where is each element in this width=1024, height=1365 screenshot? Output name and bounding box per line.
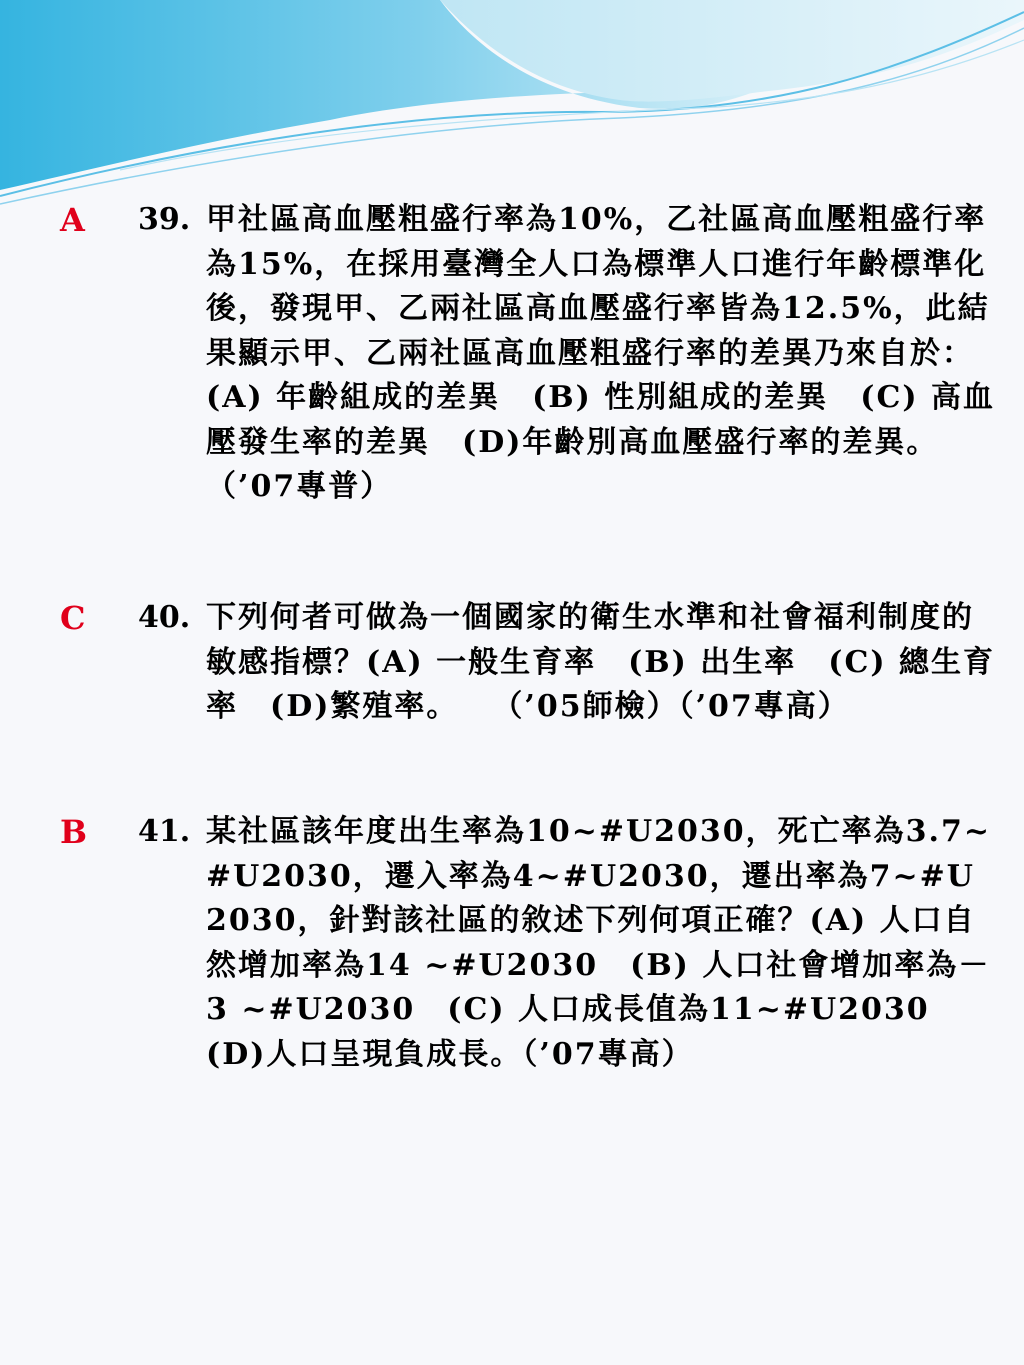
header-wave-decoration bbox=[0, 0, 1024, 210]
answer-label: A bbox=[60, 201, 85, 239]
question-text: 某社區該年度出生率為10~#U2030，死亡率為3.7~#U2030，遷入率為4~#U2030，遷出率為7~#U2030，針對該社區的敘述下列何項正確？(A) 人口自然增加率為14 ~#U2030 (B) 人口社會增加率為－3 ~#U2030 (C) 人口成長值為11~#U2030 (D)人口呈現負成長。（’07專高） bbox=[206, 814, 992, 1072]
answer-label: B bbox=[60, 813, 88, 851]
question-number: 40. bbox=[138, 600, 191, 635]
question-text: 甲社區高血壓粗盛行率為10%，乙社區高血壓粗盛行率為15%，在採用臺灣全人口為標準人口進行年齡標準化後，發現甲、乙兩社區高血壓盛行率皆為12.5%，此結果顯示甲、乙兩社區高血壓粗盛行率的差異乃來自於：(A) 年齡組成的差異 (B) 性別組成的差異 (C) 高血壓發生率的差異 (D)年齡別高血壓盛行率的差異。 （’07專普） bbox=[206, 202, 996, 504]
question-number: 41. bbox=[138, 814, 191, 849]
answer-label: C bbox=[60, 599, 86, 637]
question-text: 下列何者可做為一個國家的衛生水準和社會福利制度的敏感指標？(A) 一般生育率 (B) 出生率 (C) 總生育率 (D)繁殖率。 （’05師檢）（’07專高） bbox=[206, 600, 996, 724]
question-number: 39. bbox=[138, 202, 191, 237]
